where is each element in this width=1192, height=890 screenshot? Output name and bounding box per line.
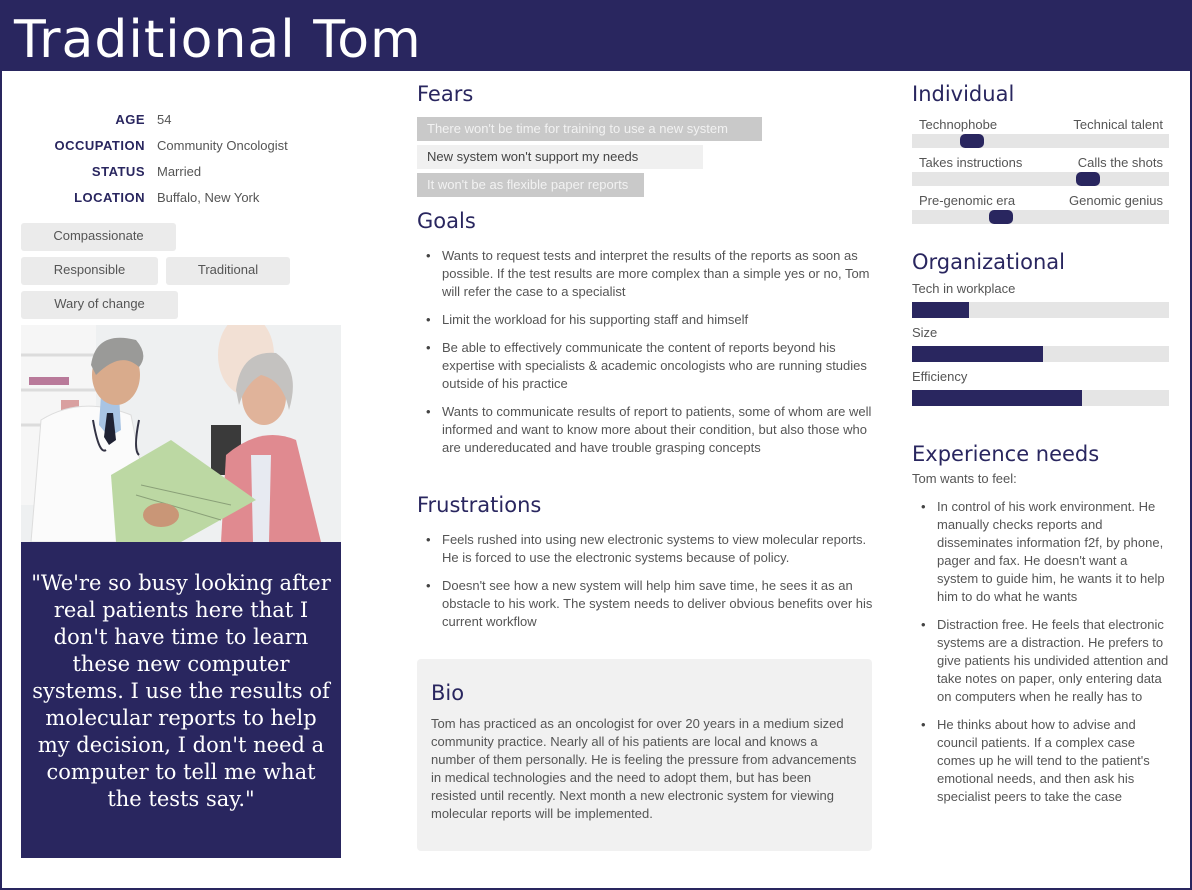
- status-label: STATUS: [91, 163, 145, 179]
- experience-intro: Tom wants to feel:: [912, 471, 1017, 486]
- experience-item: • He thinks about how to advise and council patients. If a complex case comes up he will tend to the patient's emotional needs, and then ask his specialist peers to take the case: [912, 716, 1170, 806]
- bar-label: Size: [912, 325, 938, 340]
- fear-item: There won't be time for training to use a new system: [417, 117, 762, 141]
- slider-left-label: Technophobe: [919, 117, 998, 132]
- profile-row-occupation: [20, 132, 340, 158]
- bar-label: Tech in workplace: [912, 281, 1016, 296]
- bar-efficiency: [912, 368, 1170, 406]
- frustrations-heading: Frustrations: [417, 493, 542, 517]
- frustration-item: • Feels rushed into using new electronic systems to view molecular reports. He is forced to use the electronic systems because of policy.: [417, 531, 877, 567]
- bio-heading: Bio: [431, 681, 465, 705]
- trait-tag: Responsible: [21, 257, 158, 285]
- goals-list: [417, 247, 877, 467]
- bar-tech-in-workplace: [912, 280, 1170, 318]
- status-value: Married: [157, 163, 202, 179]
- slider-technophobe: [912, 116, 1170, 148]
- bar-track: [912, 302, 1169, 318]
- slider-knob: [989, 210, 1013, 224]
- trait-tag: Compassionate: [21, 223, 176, 251]
- slider-left-label: Takes instructions: [919, 155, 1023, 170]
- fear-item: It won't be as flexible paper reports: [417, 173, 644, 197]
- individual-heading: Individual: [912, 82, 1015, 106]
- experience-needs: [912, 442, 1170, 806]
- slider-track: [912, 172, 1169, 186]
- bar-fill: [912, 390, 1082, 406]
- persona-header: [0, 0, 1192, 71]
- experience-item: • Distraction free. He feels that electronic systems are a distraction. He prefers to give patients his undivided attention and take notes on paper, only entering data on computers when he really has to: [912, 616, 1170, 706]
- goal-item: • Limit the workload for his supporting staff and himself: [417, 311, 877, 329]
- slider-track: [912, 134, 1169, 148]
- slider-genomic: [912, 192, 1170, 224]
- bar-size: [912, 324, 1170, 362]
- fear-item: New system won't support my needs: [417, 145, 703, 169]
- slider-track: [912, 210, 1169, 224]
- profile-details: [20, 106, 340, 210]
- trait-tag: Wary of change: [21, 291, 178, 319]
- slider-knob: [960, 134, 984, 148]
- bar-fill: [912, 346, 1043, 362]
- goal-item: • Be able to effectively communicate the content of reports beyond his expertise with specialists & academic oncologists who are running studies outside of his practice: [417, 339, 877, 393]
- bio-card: [417, 659, 872, 851]
- bar-label: Efficiency: [912, 369, 968, 384]
- slider-left-label: Pre-genomic era: [919, 193, 1016, 208]
- slider-knob: [1076, 172, 1100, 186]
- occupation-value: Community Oncologist: [157, 137, 288, 153]
- profile-row-location: [20, 184, 340, 210]
- persona-quote: "We're so busy looking after real patients here that I don't have time to learn these new computer systems. I use the results of molecular reports to help my decision, I don't need a computer to tell me what the tests say.": [21, 542, 341, 858]
- slider-right-label: Technical talent: [1073, 117, 1163, 132]
- age-label: AGE: [115, 111, 145, 127]
- profile-row-age: [20, 106, 340, 132]
- bar-track: [912, 346, 1169, 362]
- profile-row-status: [20, 158, 340, 184]
- goal-item: • Wants to request tests and interpret the results of the reports as soon as possible. If the test results are more complex than a simple yes or no, Tom will refer the case to a specialist: [417, 247, 877, 301]
- location-value: Buffalo, New York: [157, 189, 260, 205]
- experience-heading: Experience needs: [912, 442, 1100, 466]
- bio-text: Tom has practiced as an oncologist for over 20 years in a medium sized community practice. Nearly all of his patients are local and knows a number of them personally. He is feeling the pressure from advancements in medical technologies and the need to adopt them, but has been resisted until recently. Next month a new electronic system for viewing molecular reports will be implemented.: [431, 716, 857, 821]
- organizational-heading: Organizational: [912, 250, 1065, 274]
- experience-item: • In control of his work environment. He manually checks reports and disseminates information f2f, by phone, pager and fax. He doesn't want a system to guide him, he wants it to help him to do what he wants: [912, 498, 1170, 606]
- age-value: 54: [157, 111, 172, 127]
- frustration-item: • Doesn't see how a new system will help him save time, he sees it as an obstacle to his work. The system needs to deliver obvious benefits over his current workflow: [417, 577, 877, 631]
- goal-item: • Wants to communicate results of report to patients, some of whom are well informed and want to know more about their condition, but also those who are undereducated and have trouble grasping concepts: [417, 403, 877, 457]
- goals-heading: Goals: [417, 209, 476, 233]
- trait-tag: Traditional: [166, 257, 290, 285]
- location-label: LOCATION: [74, 189, 145, 205]
- slider-right-label: Calls the shots: [1077, 155, 1163, 170]
- doctor-patient-illustration: [21, 325, 341, 542]
- frustrations-list: [417, 531, 877, 641]
- experience-list: [912, 498, 1170, 806]
- persona-name: Traditional Tom: [14, 10, 422, 70]
- bar-track: [912, 390, 1169, 406]
- slider-right-label: Genomic genius: [1069, 193, 1163, 208]
- fears-heading: Fears: [417, 82, 474, 106]
- slider-instructions: [912, 154, 1170, 186]
- right-column: [912, 80, 1170, 816]
- occupation-label: OCCUPATION: [54, 137, 145, 153]
- persona-photo: [21, 325, 341, 542]
- bar-fill: [912, 302, 969, 318]
